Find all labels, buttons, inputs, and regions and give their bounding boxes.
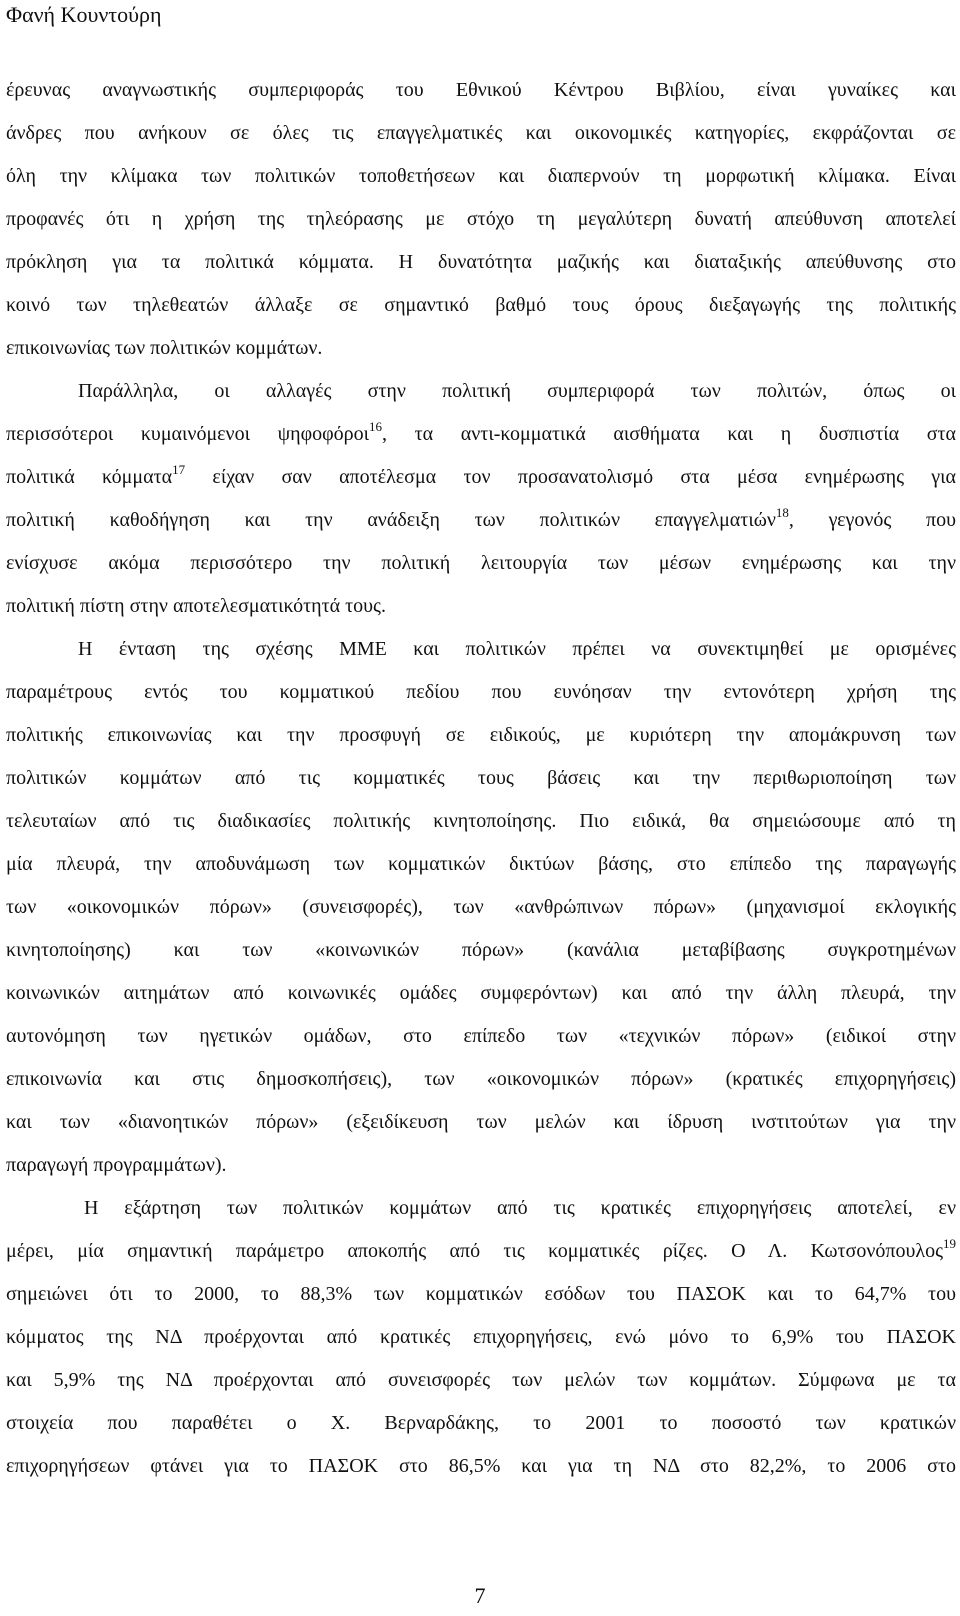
text-line: σημειώνει ότι το 2000, το 88,3% των κομματικών εσόδων του ΠΑΣΟΚ και το 64,7% του xyxy=(6,1283,956,1305)
text-line: κοινωνικών αιτημάτων από κοινωνικές ομάδες συμφερόντων) και από την άλλη πλευρά, την xyxy=(6,982,956,1004)
text-line-with-footnote xyxy=(6,456,956,499)
body-text xyxy=(6,69,956,1488)
paragraph-3 xyxy=(6,628,956,1187)
text-line-with-footnote xyxy=(6,1230,956,1273)
text-line: πολιτικών κομμάτων από τις κομματικές τους βάσεις και την περιθωριοποίηση των xyxy=(6,767,956,789)
text-line: και 5,9% της ΝΔ προέρχονται από συνεισφορές των μελών των κομμάτων. Σύμφωνα με τα xyxy=(6,1369,956,1391)
text-line: αυτονόμηση των ηγετικών ομάδων, στο επίπεδο των «τεχνικών πόρων» (ειδικοί στην xyxy=(6,1025,956,1047)
text-line: παραμέτρους εντός του κομματικού πεδίου που ευνόησαν την εντονότερη χρήση της xyxy=(6,681,956,703)
text-line-with-footnote xyxy=(6,413,956,456)
text-line: κινητοποίησης) και των «κοινωνικών πόρων» (κανάλια μεταβίβασης συγκροτημένων xyxy=(6,939,956,961)
line-text: μέρει, μία σημαντική παράμετρο αποκοπής από τις κομματικές ρίζες. Ο Λ. Κωτσονόπουλος xyxy=(6,1240,943,1262)
paragraph-2 xyxy=(6,370,956,628)
text-line: άνδρες που ανήκουν σε όλες τις επαγγελματικές και οικονομικές κατηγορίες, εκφράζονται σε xyxy=(6,122,956,144)
text-line: στοιχεία που παραθέτει ο Χ. Βερναρδάκης, το 2001 το ποσοστό των κρατικών xyxy=(6,1412,956,1434)
text-line: Παράλληλα, οι αλλαγές στην πολιτική συμπεριφορά των πολιτών, όπως οι xyxy=(78,380,956,402)
text-line: κοινό των τηλεθεατών άλλαξε σε σημαντικό βαθμό τους όρους διεξαγωγής της πολιτικής xyxy=(6,294,956,316)
text-line-with-footnote xyxy=(6,499,956,542)
text-line: Η εξάρτηση των πολιτικών κομμάτων από τις κρατικές επιχορηγήσεις αποτελεί, εν xyxy=(84,1197,956,1219)
text-line: επικοινωνίας των πολιτικών κομμάτων. xyxy=(6,337,323,359)
text-line: επιχορηγήσεων φτάνει για το ΠΑΣΟΚ στο 86,5% και για τη ΝΔ στο 82,2%, το 2006 στο xyxy=(6,1455,956,1477)
text-line: επικοινωνία και στις δημοσκοπήσεις), των «οικονομικών πόρων» (κρατικές επιχορηγήσεις) xyxy=(6,1068,956,1090)
line-text-after: , γεγονός που xyxy=(788,509,956,531)
text-line: πρόκληση για τα πολιτικά κόμματα. Η δυνατότητα μαζικής και διαταξικής απεύθυνσης στο xyxy=(6,251,956,273)
text-line: τελευταίων από τις διαδικασίες πολιτικής κινητοποίησης. Πιο ειδικά, θα σημειώσουμε από τη xyxy=(6,810,956,832)
text-line: και των «διανοητικών πόρων» (εξειδίκευση των μελών και ίδρυση ινστιτούτων για την xyxy=(6,1111,956,1133)
running-header-author: Φανή Κουντούρη xyxy=(6,2,162,27)
line-text: πολιτική καθοδήγηση και την ανάδειξη των πολιτικών επαγγελματιών xyxy=(6,509,776,531)
text-line: ενίσχυσε ακόμα περισσότερο την πολιτική λειτουργία των μέσων ενημέρωσης και την xyxy=(6,552,956,574)
footnote-ref-19[interactable]: 19 xyxy=(943,1236,956,1251)
footnote-ref-18[interactable]: 18 xyxy=(775,505,789,520)
line-text-after: είχαν σαν αποτέλεσμα τον προσανατολισμό στα μέσα ενημέρωσης για xyxy=(185,466,956,488)
paragraph-4 xyxy=(6,1187,956,1488)
line-text: περισσότεροι κυμαινόμενοι ψηφοφόροι xyxy=(6,423,370,445)
line-text-after: , τα αντι-κομματικά αισθήματα και η δυσπιστία στα xyxy=(382,423,956,445)
text-line: παραγωγή προγραμμάτων). xyxy=(6,1154,227,1176)
text-line: Η ένταση της σχέσης ΜΜΕ και πολιτικών πρέπει να συνεκτιμηθεί με ορισμένες xyxy=(78,638,956,660)
text-line: πολιτικής επικοινωνίας και την προσφυγή σε ειδικούς, με κυριότερη την απομάκρυνση των xyxy=(6,724,956,746)
text-line: πολιτική πίστη στην αποτελεσματικότητά τους. xyxy=(6,595,386,617)
footnote-ref-17[interactable]: 17 xyxy=(172,462,186,477)
page-number: 7 xyxy=(474,1583,486,1608)
text-line: έρευνας αναγνωστικής συμπεριφοράς του Εθνικού Κέντρου Βιβλίου, είναι γυναίκες και xyxy=(6,79,956,101)
paragraph-1 xyxy=(6,69,956,370)
text-line: μία πλευρά, την αποδυνάμωση των κομματικών δικτύων βάσης, στο επίπεδο της παραγωγής xyxy=(6,853,956,875)
text-line: όλη την κλίμακα των πολιτικών τοποθετήσεων και διαπερνούν τη μορφωτική κλίμακα. Είναι xyxy=(6,165,956,187)
line-text: πολιτικά κόμματα xyxy=(6,466,173,488)
footnote-ref-16[interactable]: 16 xyxy=(369,419,383,434)
text-line: των «οικονομικών πόρων» (συνεισφορές), των «ανθρώπινων πόρων» (μηχανισμοί εκλογικής xyxy=(6,896,956,918)
text-line: προφανές ότι η χρήση της τηλεόρασης με στόχο τη μεγαλύτερη δυνατή απεύθυνση αποτελεί xyxy=(6,208,956,230)
text-line: κόμματος της ΝΔ προέρχονται από κρατικές επιχορηγήσεις, ενώ μόνο το 6,9% του ΠΑΣΟΚ xyxy=(6,1326,956,1348)
